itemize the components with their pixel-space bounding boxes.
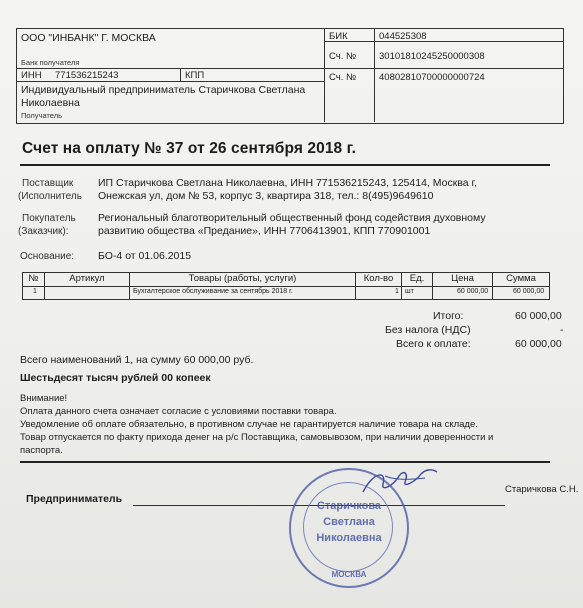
vat-label: Без налога (НДС) xyxy=(385,324,471,336)
buyer-label-sub: (Заказчик): xyxy=(18,226,69,237)
stamp-line-3: Николаевна xyxy=(316,532,382,544)
kpp-label: КПП xyxy=(185,70,205,81)
amount-due-label: Всего к оплате: xyxy=(396,338,471,350)
signatory-name: Старичкова С.Н. xyxy=(505,484,579,495)
notice-line-2: Уведомление об оплате обязательно, в противном случае не гарантируется наличие товара на складе. xyxy=(20,419,478,430)
total-label: Итого: xyxy=(433,310,464,322)
inn-label: ИНН xyxy=(21,70,42,81)
row-sum: 60 000,00 xyxy=(513,288,545,295)
recipient-label: Получатель xyxy=(21,111,62,120)
supplier-line-2: Онежская ул, дом № 53, корпус 3, квартира 318, тел.: 8(495)9649610 xyxy=(98,190,434,202)
basis-label: Основание: xyxy=(20,251,75,262)
buyer-line-2: развитию общества «Предание», ИНН 7706413901, КПП 770901001 xyxy=(98,225,431,237)
bank-details-table xyxy=(16,28,564,124)
invoice-title: Счет на оплату № 37 от 26 сентября 2018 г. xyxy=(22,140,357,157)
recipient-bank-label: Банк получателя xyxy=(21,58,80,67)
col-header-sum: Сумма xyxy=(506,273,536,284)
row-qty: 1 xyxy=(395,288,399,295)
vat-value: - xyxy=(560,324,564,336)
buyer-line-1: Региональный благотворительный общественный фонд содействия духовному xyxy=(98,212,486,224)
notice-divider xyxy=(20,461,550,463)
amount-due-value: 60 000,00 xyxy=(515,338,562,350)
notice-line-1: Оплата данного счета означает согласие с условиями поставки товара. xyxy=(20,406,337,417)
items-count-line: Всего наименований 1, на сумму 60 000,00 руб. xyxy=(20,354,254,366)
amount-in-words: Шестьдесят тысяч рублей 00 копеек xyxy=(20,372,211,384)
col-header-price: Цена xyxy=(451,273,474,284)
col-header-article: Артикул xyxy=(69,273,105,284)
recipient-name: Индивидуальный предприниматель Старичкова Светлана Николаевна xyxy=(21,84,306,109)
basis-value: БО-4 от 01.06.2015 xyxy=(98,250,192,262)
notice-line-4: паспорта. xyxy=(20,445,63,456)
stamp-line-1: Старичкова xyxy=(316,500,382,512)
row-num: 1 xyxy=(33,288,37,295)
col-header-qty: Кол-во xyxy=(363,273,394,284)
supplier-label: Поставщик xyxy=(22,178,74,189)
company-stamp xyxy=(289,468,409,588)
corr-account-label: Сч. № xyxy=(329,51,357,62)
bank-name: ООО "ИНБАНК" Г. МОСКВА xyxy=(21,32,156,44)
row-unit: шт xyxy=(405,288,414,295)
row-goods: Бухгалтерское обслуживание за сентябрь 2018 г. xyxy=(133,288,293,295)
bik-label: БИК xyxy=(329,31,348,42)
col-header-num: № xyxy=(28,273,39,284)
corr-account-value: 30101810245250000308 xyxy=(379,51,485,62)
buyer-label: Покупатель xyxy=(22,213,76,224)
items-table xyxy=(22,272,550,300)
col-header-goods: Товары (работы, услуги) xyxy=(188,273,297,284)
signatory-role: Предприниматель xyxy=(26,493,123,505)
supplier-label-sub: (Исполнитель xyxy=(18,191,82,202)
bik-value: 044525308 xyxy=(379,31,427,42)
row-price: 60 000,00 xyxy=(457,288,489,295)
total-value: 60 000,00 xyxy=(515,310,562,322)
col-header-unit: Ед. xyxy=(409,273,425,284)
supplier-line-1: ИП Старичкова Светлана Николаевна, ИНН 771536215243, 125414, Москва г, xyxy=(98,177,477,189)
inn-value: 771536215243 xyxy=(55,70,119,81)
notice-line-3: Товар отпускается по факту прихода денег на р/с Поставщика, самовывозом, при наличии доверенности и xyxy=(20,432,494,443)
account-label: Сч. № xyxy=(329,72,357,83)
stamp-city: МОСКВА xyxy=(331,570,367,579)
account-value: 40802810700000000724 xyxy=(379,72,485,83)
title-divider xyxy=(20,164,550,166)
notice-heading: Внимание! xyxy=(20,393,68,404)
stamp-line-2: Светлана xyxy=(323,516,375,528)
